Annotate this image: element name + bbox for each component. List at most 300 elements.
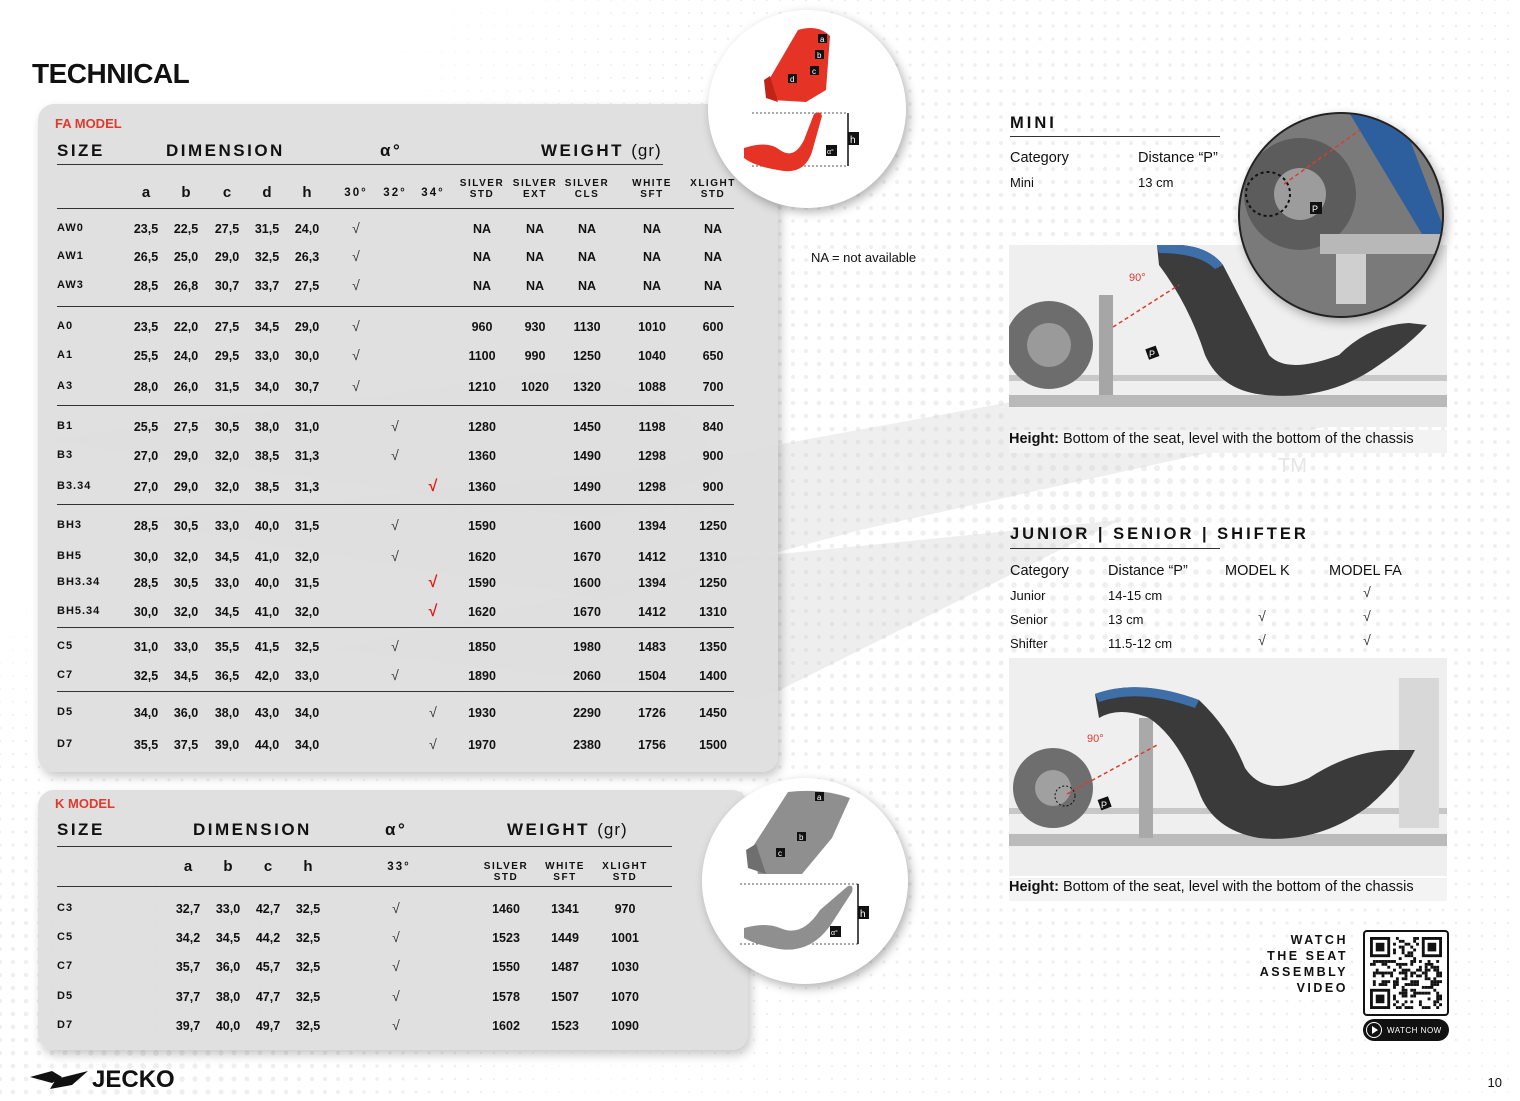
play-icon <box>1366 1022 1382 1038</box>
fa-cell-dim: 40,0 <box>254 519 280 533</box>
fa-cell-dim: 31,3 <box>294 480 320 494</box>
fa-row-size: BH5.34 <box>57 605 101 617</box>
k-cell-dim: 32,5 <box>295 960 321 974</box>
fa-group-separator <box>57 405 734 406</box>
fa-cell-weight: 1726 <box>638 706 666 720</box>
fa-cell-dim: 38,0 <box>214 706 240 720</box>
fa-col-b: b <box>181 184 191 201</box>
fa-cell-weight: 1412 <box>638 605 666 619</box>
fa-col-weight-1-l2: EXT <box>523 189 547 200</box>
k-cell-weight: 1523 <box>492 931 520 945</box>
k-col-weight-1-l2: SFT <box>553 872 577 883</box>
fa-cell-dim: 38,5 <box>254 449 280 463</box>
fa-alpha-check: √ <box>429 736 437 752</box>
k-row-size: D7 <box>57 1019 74 1031</box>
fa-header-dimension: DIMENSION <box>166 141 285 160</box>
fa-alpha-check: √ <box>428 478 438 495</box>
fa-alpha-check: √ <box>352 277 360 293</box>
fa-cell-weight: 1980 <box>573 640 601 654</box>
fa-cell-dim: 34,5 <box>214 550 240 564</box>
fa-cell-dim: 32,0 <box>173 550 199 564</box>
k-col-b: b <box>223 858 233 875</box>
fa-cell-weight: 650 <box>702 349 724 363</box>
fa-row-size: D5 <box>57 706 74 718</box>
k-col-weight-0-l1: SILVER <box>483 861 529 872</box>
fa-col-a: a <box>141 184 151 201</box>
fa-cell-weight: 1250 <box>699 576 727 590</box>
fa-cell-dim: 32,0 <box>214 449 240 463</box>
fa-cell-weight: 1590 <box>468 519 496 533</box>
fa-cell-dim: 27,0 <box>133 480 159 494</box>
jss-row-category: Senior <box>1010 612 1048 627</box>
fa-label-b: b <box>817 51 822 60</box>
fa-group-separator <box>57 691 734 692</box>
fa-alpha-check: √ <box>428 603 438 620</box>
fa-alpha-check: √ <box>352 248 360 264</box>
mini-label-p: P <box>1149 349 1156 359</box>
fa-cell-dim: 34,0 <box>133 706 159 720</box>
k-cell-dim: 33,0 <box>215 902 241 916</box>
fa-cell-weight: NA <box>525 222 545 236</box>
fa-row-size: AW3 <box>57 279 84 291</box>
k-cell-weight: 1449 <box>551 931 579 945</box>
fa-cell-dim: 31,0 <box>133 640 159 654</box>
watch-line-3: ASSEMBLY <box>1259 965 1348 979</box>
k-cell-dim: 49,7 <box>255 1019 281 1033</box>
fa-cell-weight: NA <box>525 250 545 264</box>
fa-cell-dim: 35,5 <box>133 738 159 752</box>
fa-cell-dim: 23,5 <box>133 222 159 236</box>
fa-cell-dim: 33,0 <box>294 669 320 683</box>
fa-label-c: c <box>812 67 816 76</box>
fa-cell-weight: 600 <box>702 320 724 334</box>
fa-alpha-check: √ <box>352 378 360 394</box>
fa-cell-weight: NA <box>703 250 723 264</box>
fa-group-separator <box>57 627 734 628</box>
k-col-weight-0-l2: STD <box>493 872 519 883</box>
fa-alpha-check: √ <box>391 548 399 564</box>
jecko-logo-text: JECKO <box>92 1066 175 1093</box>
fa-alpha-check: √ <box>352 318 360 334</box>
fa-cell-weight: 1600 <box>573 519 601 533</box>
fa-header-weight-unit: (gr) <box>631 141 662 160</box>
k-col-c: c <box>263 858 273 875</box>
qr-code[interactable] <box>1363 930 1449 1016</box>
fa-cell-dim: 29,0 <box>173 449 199 463</box>
fa-cell-weight: 1210 <box>468 380 496 394</box>
k-cell-weight: 1030 <box>611 960 639 974</box>
fa-cell-weight: 960 <box>471 320 493 334</box>
jss-check-k: √ <box>1258 608 1266 624</box>
fa-alpha-check: √ <box>352 220 360 236</box>
fa-alpha-check: √ <box>391 447 399 463</box>
k-cell-dim: 32,7 <box>175 902 201 916</box>
fa-cell-weight: 1130 <box>573 320 601 334</box>
fa-cell-dim: 29,0 <box>173 480 199 494</box>
fa-cell-dim: 34,5 <box>214 605 240 619</box>
mini-category: Mini <box>1010 175 1034 190</box>
mini-label-angle: 90° <box>1129 272 1146 284</box>
fa-cell-weight: 1450 <box>573 420 601 434</box>
jss-chassis-drawing <box>1009 658 1447 876</box>
fa-cell-weight: 1670 <box>573 550 601 564</box>
k-cell-dim: 34,5 <box>215 931 241 945</box>
mini-rule <box>1010 136 1220 137</box>
fa-cell-dim: 28,5 <box>133 519 159 533</box>
fa-row-size: B3 <box>57 449 74 461</box>
fa-cell-weight: 1020 <box>521 380 549 394</box>
page-title: TECHNICAL <box>32 58 190 89</box>
fa-label-a: a <box>820 35 825 44</box>
fa-cell-weight: 1394 <box>638 576 666 590</box>
fa-label-d: d <box>790 75 795 84</box>
fa-cell-dim: 44,0 <box>254 738 280 752</box>
fa-row-size: AW0 <box>57 222 84 234</box>
page-number: 10 <box>1487 1075 1502 1090</box>
jss-chassis-photo <box>1009 658 1447 876</box>
mini-col-category: Category <box>1010 150 1069 166</box>
fa-header-rule <box>57 164 663 165</box>
fa-cell-dim: 42,0 <box>254 669 280 683</box>
fa-cell-dim: 31,5 <box>294 519 320 533</box>
jss-check-fa: √ <box>1363 632 1371 648</box>
fa-row-size: C5 <box>57 640 74 652</box>
jss-row-distance: 14-15 cm <box>1108 588 1163 603</box>
fa-cell-dim: 31,5 <box>214 380 240 394</box>
jss-col-model-k: MODEL K <box>1225 563 1290 579</box>
fa-seat-drawing <box>708 10 906 208</box>
k-cell-weight: 1090 <box>611 1019 639 1033</box>
fa-cell-dim: 32,0 <box>214 480 240 494</box>
fa-row-size: BH3.34 <box>57 576 101 588</box>
k-header-weight-unit: (gr) <box>597 820 628 839</box>
jss-label-angle: 90° <box>1087 733 1104 745</box>
fa-cell-dim: 33,0 <box>214 576 240 590</box>
k-cell-dim: 45,7 <box>255 960 281 974</box>
fa-cell-dim: 30,0 <box>133 550 159 564</box>
fa-cell-dim: 26,3 <box>294 250 320 264</box>
fa-row-size: A3 <box>57 380 74 392</box>
fa-cell-weight: 1250 <box>699 519 727 533</box>
fa-cell-dim: 30,5 <box>173 519 199 533</box>
k-cell-dim: 40,0 <box>215 1019 241 1033</box>
fa-cell-weight: NA <box>472 222 492 236</box>
fa-cell-dim: 30,7 <box>214 279 240 293</box>
k-cell-dim: 32,5 <box>295 1019 321 1033</box>
fa-col-d: d <box>262 184 272 201</box>
fa-alpha-check: √ <box>352 347 360 363</box>
fa-cell-weight: 1890 <box>468 669 496 683</box>
k-col-weight-1-l1: WHITE <box>545 861 585 872</box>
fa-cell-weight: 1970 <box>468 738 496 752</box>
fa-cell-dim: 29,0 <box>294 320 320 334</box>
k-col-weight-2-l1: XLIGHT <box>602 861 648 872</box>
fa-cell-dim: 27,0 <box>133 449 159 463</box>
fa-cell-dim: 34,0 <box>254 380 280 394</box>
k-subheader-rule <box>57 886 672 887</box>
fa-cell-dim: 27,5 <box>214 320 240 334</box>
fa-alpha-check: √ <box>428 574 438 591</box>
fa-cell-weight: 1040 <box>638 349 666 363</box>
qr-code-pattern <box>1370 937 1442 1009</box>
fa-cell-weight: 1600 <box>573 576 601 590</box>
fa-row-size: A1 <box>57 349 74 361</box>
fa-alpha-check: √ <box>429 704 437 720</box>
fa-cell-dim: 33,0 <box>254 349 280 363</box>
fa-cell-dim: 27,5 <box>173 420 199 434</box>
fa-cell-weight: NA <box>472 279 492 293</box>
mini-caption-text: Bottom of the seat, level with the bottom of the chassis <box>1062 431 1414 447</box>
fa-cell-dim: 32,0 <box>294 550 320 564</box>
fa-cell-dim: 34,0 <box>294 706 320 720</box>
fa-cell-weight: 1930 <box>468 706 496 720</box>
fa-header-weight-label: WEIGHT <box>541 141 632 160</box>
watch-now-label: WATCH NOW <box>1387 1025 1442 1035</box>
jss-check-k: √ <box>1258 632 1266 648</box>
fa-cell-dim: 34,5 <box>173 669 199 683</box>
fa-cell-dim: 24,0 <box>173 349 199 363</box>
fa-alpha-check: √ <box>391 517 399 533</box>
fa-cell-dim: 38,5 <box>254 480 280 494</box>
mini-caption-bold: Height: <box>1009 431 1059 447</box>
fa-cell-dim: 28,0 <box>133 380 159 394</box>
fa-cell-dim: 30,7 <box>294 380 320 394</box>
jss-title: JUNIOR | SENIOR | SHIFTER <box>1010 525 1309 543</box>
k-col-weight-2-l2: STD <box>612 872 638 883</box>
k-cell-weight: 1487 <box>551 960 579 974</box>
jss-row-distance: 13 cm <box>1108 612 1144 627</box>
fa-cell-weight: 1320 <box>573 380 601 394</box>
fa-header-weight <box>541 141 662 161</box>
fa-cell-weight: 1590 <box>468 576 496 590</box>
k-header-size: SIZE <box>57 820 105 839</box>
fa-col-weight-4-l2: STD <box>700 189 726 200</box>
fa-cell-dim: 33,0 <box>173 640 199 654</box>
k-cell-dim: 32,5 <box>295 931 321 945</box>
k-label-b: b <box>799 833 804 842</box>
k-cell-weight: 1070 <box>611 990 639 1004</box>
fa-cell-dim: 35,5 <box>214 640 240 654</box>
fa-cell-weight: 1250 <box>573 349 601 363</box>
k-header-dimension: DIMENSION <box>193 820 312 839</box>
fa-cell-dim: 30,0 <box>294 349 320 363</box>
fa-cell-dim: 26,5 <box>133 250 159 264</box>
fa-col-weight-1-l1: SILVER <box>512 178 558 189</box>
fa-row-size: BH3 <box>57 519 83 531</box>
fa-cell-dim: 41,0 <box>254 550 280 564</box>
fa-cell-dim: 22,0 <box>173 320 199 334</box>
k-cell-dim: 32,5 <box>295 902 321 916</box>
fa-cell-weight: 1490 <box>573 480 601 494</box>
fa-cell-weight: 1400 <box>699 669 727 683</box>
k-cell-weight: 1460 <box>492 902 520 916</box>
k-cell-dim: 47,7 <box>255 990 281 1004</box>
fa-cell-weight: 1670 <box>573 605 601 619</box>
fa-row-size: BH5 <box>57 550 83 562</box>
jss-rule <box>1010 548 1220 549</box>
fa-cell-weight: 1360 <box>468 449 496 463</box>
fa-cell-weight: NA <box>577 250 597 264</box>
fa-cell-weight: 1756 <box>638 738 666 752</box>
jss-col-model-fa: MODEL FA <box>1329 563 1402 579</box>
mini-distance: 13 cm <box>1138 175 1174 190</box>
watch-line-4: VIDEO <box>1296 981 1348 995</box>
fa-row-size: D7 <box>57 738 74 750</box>
fa-cell-dim: 33,7 <box>254 279 280 293</box>
fa-cell-weight: 1394 <box>638 519 666 533</box>
fa-cell-dim: 28,5 <box>133 279 159 293</box>
jss-check-fa: √ <box>1363 584 1371 600</box>
fa-cell-weight: 2060 <box>573 669 601 683</box>
k-cell-dim: 35,7 <box>175 960 201 974</box>
fa-col-weight-3-l2: SFT <box>640 189 664 200</box>
fa-cell-dim: 30,0 <box>133 605 159 619</box>
k-cell-dim: 32,5 <box>295 990 321 1004</box>
fa-cell-weight: NA <box>472 250 492 264</box>
fa-cell-dim: 27,5 <box>214 222 240 236</box>
fa-cell-weight: NA <box>703 222 723 236</box>
watermark-tm: TM <box>1278 455 1307 477</box>
k-cell-weight: 1550 <box>492 960 520 974</box>
k-cell-dim: 36,0 <box>215 960 241 974</box>
mini-title: MINI <box>1010 114 1057 132</box>
watch-line-1: WATCH <box>1290 933 1348 947</box>
k-alpha-check: √ <box>392 929 400 945</box>
fa-cell-weight: 1490 <box>573 449 601 463</box>
fa-alpha-check: √ <box>391 638 399 654</box>
jss-label-p: P <box>1101 800 1108 810</box>
k-cell-weight: 1341 <box>551 902 579 916</box>
k-col-alpha-0: 33° <box>387 861 411 873</box>
jss-col-distance: Distance “P” <box>1108 563 1188 579</box>
fa-cell-dim: 39,0 <box>214 738 240 752</box>
fa-row-size: B3.34 <box>57 480 92 492</box>
fa-model-label: FA MODEL <box>55 116 122 131</box>
fa-seat-illustration <box>708 10 906 208</box>
fa-cell-weight: NA <box>577 279 597 293</box>
fa-cell-weight: 840 <box>702 420 724 434</box>
fa-group-separator <box>57 504 734 505</box>
k-cell-weight: 1523 <box>551 1019 579 1033</box>
fa-col-alpha-0: 30° <box>344 187 368 199</box>
fa-cell-dim: 37,5 <box>173 738 199 752</box>
fa-cell-weight: NA <box>703 279 723 293</box>
fa-cell-weight: 990 <box>524 349 546 363</box>
fa-subheader-rule <box>57 208 734 209</box>
k-label-h: h <box>860 909 866 920</box>
fa-cell-dim: 25,5 <box>133 420 159 434</box>
fa-cell-weight: 900 <box>702 449 724 463</box>
k-cell-weight: 1578 <box>492 990 520 1004</box>
k-cell-dim: 44,2 <box>255 931 281 945</box>
jss-row-distance: 11.5-12 cm <box>1108 636 1173 651</box>
k-alpha-check: √ <box>392 1017 400 1033</box>
fa-col-alpha-1: 32° <box>383 187 407 199</box>
fa-cell-weight: 2380 <box>573 738 601 752</box>
fa-cell-dim: 31,3 <box>294 449 320 463</box>
fa-cell-dim: 40,0 <box>254 576 280 590</box>
k-cell-weight: 970 <box>614 902 636 916</box>
fa-cell-dim: 28,5 <box>133 576 159 590</box>
fa-cell-weight: 1088 <box>638 380 666 394</box>
fa-cell-weight: NA <box>642 250 662 264</box>
fa-cell-dim: 25,5 <box>133 349 159 363</box>
k-cell-dim: 39,7 <box>175 1019 201 1033</box>
k-label-alpha: α° <box>831 930 838 937</box>
fa-cell-dim: 27,5 <box>294 279 320 293</box>
jss-height-caption <box>1009 878 1447 901</box>
fa-header-size: SIZE <box>57 141 105 160</box>
fa-cell-dim: 32,5 <box>294 640 320 654</box>
mini-height-caption <box>1009 430 1447 453</box>
jss-check-fa: √ <box>1363 608 1371 624</box>
fa-cell-weight: 1298 <box>638 480 666 494</box>
fa-cell-dim: 31,0 <box>294 420 320 434</box>
fa-cell-dim: 32,5 <box>254 250 280 264</box>
fa-cell-dim: 26,8 <box>173 279 199 293</box>
k-cell-weight: 1602 <box>492 1019 520 1033</box>
fa-cell-dim: 24,0 <box>294 222 320 236</box>
fa-col-weight-0-l1: SILVER <box>459 178 505 189</box>
fa-row-size: A0 <box>57 320 74 332</box>
fa-label-alpha: α° <box>827 149 834 156</box>
watch-video-text <box>1260 932 1348 996</box>
fa-cell-dim: 43,0 <box>254 706 280 720</box>
fa-cell-dim: 30,5 <box>173 576 199 590</box>
fa-cell-weight: 1100 <box>468 349 496 363</box>
k-label-a: a <box>817 793 822 802</box>
fa-cell-dim: 25,0 <box>173 250 199 264</box>
fa-col-weight-0-l2: STD <box>469 189 495 200</box>
fa-cell-dim: 31,5 <box>254 222 280 236</box>
fa-cell-weight: 1620 <box>468 605 496 619</box>
k-cell-dim: 37,7 <box>175 990 201 1004</box>
k-label-c: c <box>778 849 782 858</box>
jss-col-category: Category <box>1010 563 1069 579</box>
k-col-h: h <box>303 858 313 875</box>
fa-cell-weight: 700 <box>702 380 724 394</box>
fa-col-weight-2-l1: SILVER <box>564 178 610 189</box>
watch-now-button[interactable] <box>1363 1019 1449 1041</box>
fa-cell-dim: 31,5 <box>294 576 320 590</box>
na-note: NA = not available <box>811 250 917 265</box>
k-alpha-check: √ <box>392 988 400 1004</box>
k-row-size: D5 <box>57 990 74 1002</box>
fa-row-size: AW1 <box>57 250 84 262</box>
fa-cell-weight: 1198 <box>638 420 666 434</box>
k-header-rule <box>57 846 672 847</box>
mini-col-distance: Distance “P” <box>1138 150 1218 166</box>
fa-cell-dim: 32,0 <box>173 605 199 619</box>
fa-cell-dim: 34,5 <box>254 320 280 334</box>
k-seat-drawing <box>702 778 908 984</box>
fa-cell-weight: 1850 <box>468 640 496 654</box>
fa-cell-weight: NA <box>577 222 597 236</box>
fa-group-separator <box>57 306 734 307</box>
fa-cell-weight: 1310 <box>699 550 727 564</box>
fa-cell-dim: 32,5 <box>133 669 159 683</box>
fa-cell-dim: 22,5 <box>173 222 199 236</box>
fa-cell-weight: 900 <box>702 480 724 494</box>
mini-detail-drawing <box>1240 114 1444 318</box>
fa-cell-dim: 38,0 <box>254 420 280 434</box>
fa-col-weight-3-l1: WHITE <box>632 178 672 189</box>
fa-cell-weight: NA <box>642 279 662 293</box>
fa-alpha-check: √ <box>391 667 399 683</box>
jss-caption-bold: Height: <box>1009 879 1059 895</box>
fa-cell-weight: 1360 <box>468 480 496 494</box>
fa-cell-weight: 1350 <box>699 640 727 654</box>
